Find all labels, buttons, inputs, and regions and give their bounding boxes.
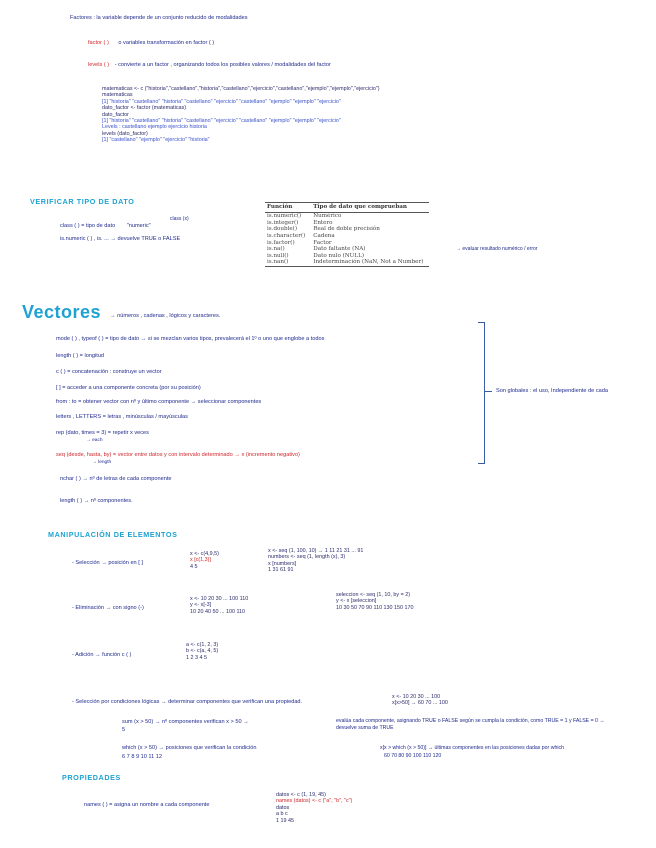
- class-note: "numeric": [126, 223, 151, 229]
- vector-item: length ( ) = longitud: [56, 353, 105, 359]
- code-line: x <- c(4,9,5): [190, 551, 219, 557]
- code-line: dato_factor <- factor (matematicas): [102, 105, 187, 112]
- table-cell: is.factor(): [267, 239, 295, 246]
- code-line: [1] "castellano" "ejemplo" "ejercicio" "historia": [102, 137, 210, 144]
- code-line: a <- c(1, 2, 3): [186, 642, 219, 648]
- table-cell: Factor: [313, 239, 332, 246]
- names-line: names ( ) = asigna un nombre a cada componente: [84, 802, 210, 808]
- vector-item: letters , LETTERS = letras , minúsculas / mayúsculas: [56, 414, 188, 420]
- seleccion-label: - Selección → posición en [ ]: [72, 560, 143, 566]
- code-line: Levels : castellano ejemplo ejercicio historia: [102, 124, 207, 131]
- class-line: [60, 223, 151, 230]
- seleccion-seq-example: [268, 548, 363, 574]
- code-line: x <- 10 20 30 ... 100: [392, 694, 441, 700]
- code-line: 10 30 50 70 90 110 130 150 170: [336, 604, 414, 611]
- rep-sub-note: → each: [86, 438, 103, 443]
- vectores-bracket: [478, 322, 485, 464]
- which-result: 6 7 8 9 10 11 12: [122, 754, 163, 760]
- factores-intro: Factores : la variable depende de un conjunto reducido de modalidades: [70, 15, 248, 21]
- code-line: 1 31 61 91: [268, 567, 294, 574]
- table-row: [265, 226, 429, 233]
- table-cell: is.double(): [267, 226, 298, 233]
- which-line: which (x > 50) → posiciones que verifican la condición: [122, 745, 257, 751]
- code-line: 1 19 45: [276, 817, 294, 824]
- factores-code-block: [102, 86, 380, 144]
- code-line: x [numbers]: [268, 560, 297, 567]
- vectores-heading: Vectores: [22, 302, 102, 322]
- vector-item: nchar ( ) → nº de letras de cada componente: [60, 476, 172, 482]
- table-cell: Numérico: [313, 213, 342, 220]
- table-row: [265, 239, 429, 246]
- code-line: numbers <- seq (1, length (x), 3): [268, 554, 346, 561]
- code-line: matematicas: [102, 92, 133, 99]
- code-line: levels (dato_factor): [102, 130, 148, 137]
- code-line: y <- x[-3]: [190, 602, 212, 609]
- table-cell: is.integer(): [267, 219, 299, 226]
- code-line: dato_factor: [102, 111, 129, 118]
- code-line: b <- c(a, 4, 5): [186, 648, 219, 655]
- vector-item: from : to = obtener vector con nº y último componente → seleccionar componentes: [56, 399, 262, 405]
- levels-function-line: [88, 62, 331, 69]
- adicion-label: - Adición → función c ( ): [72, 652, 132, 658]
- table-cell: Indeterminación (NaN, Not a Number): [313, 259, 424, 266]
- table-cell: Cadena: [313, 233, 335, 240]
- vector-item: length ( ) → nº componentes.: [60, 498, 133, 504]
- table-cell: Dato nulo (NULL): [313, 252, 365, 259]
- code-line: x[x>50] → 60 70 ... 100: [392, 700, 448, 707]
- table-cell: is.na(): [267, 246, 285, 253]
- table-row: [265, 233, 429, 240]
- sum-result: 5: [122, 727, 126, 733]
- adicion-example: [186, 642, 218, 661]
- vector-item: [ ] = acceder a una componente concreta (por su posición): [56, 385, 201, 391]
- seleccion-example: [190, 551, 219, 570]
- levels-desc: - convierte a un factor , organizando todos los posibles valores / modalidades del factor: [114, 62, 331, 68]
- sum-line: sum (x > 50) → nº componentes verifican x > 50 →: [122, 719, 249, 725]
- logical-label: - Selección por condiciones lógicas → determinar componentes que verifican una propiedad.: [72, 699, 303, 705]
- table-cell: Entero: [313, 219, 333, 226]
- table-row: [265, 213, 429, 220]
- levels-fn: levels ( ): [88, 62, 110, 68]
- vector-item: mode ( ) , typeof ( ) = tipo de dato → si se mezclan varios tipos, prevalecerá el 1º o uno que englobe a todos: [56, 336, 325, 342]
- code-line: a b c: [276, 811, 288, 818]
- vector-item: c ( ) = concatenación : construye un vector: [56, 369, 162, 375]
- code-line: 1 2 3 4 5: [186, 654, 207, 661]
- vector-item: rep (dato, times = 3) = repetir x veces: [56, 430, 149, 436]
- table-cell: Dato faltante (NA): [313, 246, 366, 253]
- code-line: [1] "historia" "castellano" "historia" "castellano" "ejercicio" "castellano" "ejemplo" "ejemplo" "ejercicio": [102, 118, 341, 125]
- factor-fn: factor ( ): [88, 40, 109, 46]
- factor-desc: o variables transformación en factor ( ): [118, 40, 215, 46]
- eliminacion-example: [190, 596, 248, 615]
- manipulacion-heading: MANIPULACIÓN DE ELEMENTOS: [48, 530, 178, 539]
- seq-sub-note: → length: [92, 460, 112, 465]
- table-cell: is.character(): [267, 233, 306, 240]
- code-line: 10 20 40 50 ... 100 110: [190, 608, 246, 615]
- verificar-heading: VERIFICAR TIPO DE DATO: [30, 197, 135, 206]
- which-right-sub: 60 70 80 90 100 110 120: [384, 753, 442, 759]
- class-note-top: class (x): [170, 216, 189, 222]
- which-right: x[x > which (x > 50)] → últimas componentes en las posiciones dadas por which: [380, 745, 564, 751]
- table-cell: is.numeric(): [267, 213, 302, 220]
- type-check-table: [265, 202, 429, 267]
- code-line: datos <- c (1, 19, 45): [276, 792, 326, 798]
- propiedades-heading: PROPIEDADES: [62, 773, 121, 782]
- factor-function-line: [88, 40, 214, 47]
- class-text: class ( ) = tipo de dato: [60, 223, 116, 229]
- code-line: names (datos) <- c ("a", "b", "c"): [276, 798, 353, 805]
- logical-example: [392, 694, 448, 707]
- names-example: [276, 792, 352, 824]
- eliminacion-seq-example: [336, 592, 414, 611]
- code-line: matematicas <- c ("historia","castellano","historia","castellano","ejercicio","castellano","ejemplo","ejemplo","ejercicio"): [102, 86, 380, 92]
- vector-item: seq (desde, hasta, by) = vector entre datos y con intervalo determinado → x (incremento negativo): [56, 452, 300, 458]
- code-line: x <- 10 20 30 ... 100 110: [190, 596, 249, 602]
- code-line: datos: [276, 804, 290, 811]
- verificar-side-note: → evaluar resultado numérico / error: [456, 246, 538, 252]
- code-line: x <- seq (1, 100, 10) → 1 11 21 31 ... 91: [268, 548, 364, 554]
- vectores-side-note: Son globales : el uso, Independiente de cada: [496, 388, 608, 394]
- table-header: Tipo de dato que comprueban: [311, 203, 429, 213]
- table-cell: is.null(): [267, 252, 289, 259]
- code-line: seleccion <- seq (1, 10, by = 2): [336, 592, 411, 598]
- table-cell: Real de doble precisión: [313, 226, 380, 233]
- table-header: Función: [265, 203, 311, 213]
- vectores-subtitle: → números , cadenas , lógicos y caracteres.: [110, 313, 221, 319]
- bracket-connector: [484, 391, 492, 392]
- code-line: 4 5: [190, 563, 198, 570]
- table-row: [265, 259, 429, 266]
- table-cell: is.nan(): [267, 259, 289, 266]
- code-line: y <- x [seleccion]: [336, 598, 377, 605]
- sum-note: evalúa cada componente, asignando TRUE o FALSE según se cumpla la condición, como TRUE = 1 y FALSE = 0 → devuelve suma de TRUE: [336, 718, 605, 731]
- code-line: x [c(1,3)]: [190, 557, 211, 564]
- isnumeric-line: is.numeric ( ) , is. ... → devuelve TRUE o FALSE: [60, 236, 181, 242]
- table-row: [265, 246, 429, 253]
- code-line: [1] "historia" "castellano" "historia" "castellano" "ejercicio" "castellano" "ejemplo" "ejemplo" "ejercicio": [102, 98, 341, 105]
- eliminacion-label: - Eliminación → con signo (-): [72, 605, 144, 611]
